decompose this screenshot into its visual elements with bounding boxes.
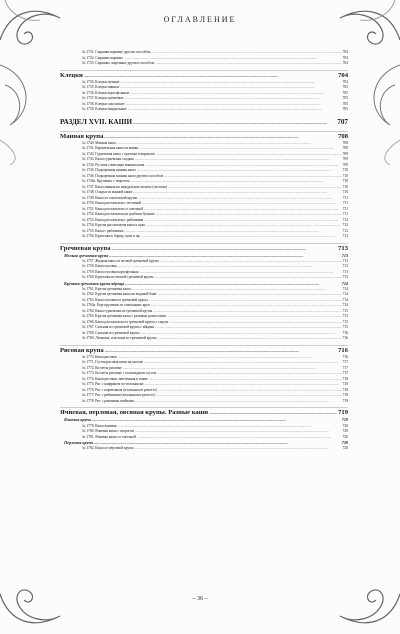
toc-label: № 1778. Рис с раковыми шейками xyxy=(82,398,134,403)
toc-label: № 1732. Сырники вареные xyxy=(82,55,123,60)
dot-leader xyxy=(133,119,336,128)
toc-page-number: 716 xyxy=(342,330,348,335)
toc-label: № 1782. Каша из перловой крупы xyxy=(82,446,134,451)
toc-page-number: 716 xyxy=(338,346,348,354)
toc-label: № 1731. Сырники вареные другим способом xyxy=(82,50,151,54)
toc-page-number: 710 xyxy=(342,173,348,178)
toc-label: № 1734. Клецки мучные xyxy=(82,79,120,84)
page-header-title: ОГЛАВЛЕНИЕ xyxy=(163,15,237,24)
toc-page-number: 712 xyxy=(342,228,348,233)
toc-page-number: 712 xyxy=(342,217,348,222)
toc-label: Ячневая крупа xyxy=(64,417,91,423)
bottom-left-ornament-icon xyxy=(0,574,70,634)
toc-page-number: 715 xyxy=(342,319,348,324)
toc-page-number: 707 xyxy=(337,117,348,126)
dot-leader xyxy=(135,446,342,452)
toc-category-heading[interactable] xyxy=(60,70,348,80)
toc-label: № 1768. Сальник из гречневой крупы xyxy=(82,330,140,335)
toc-label: № 1766. Каша рассыпчатая из гречневой крупы с сыром xyxy=(82,319,168,324)
dot-leader xyxy=(112,245,338,253)
toc-label: № 1767. Сальник из гречневой крупы с яйцами xyxy=(82,325,155,330)
toc-entry[interactable] xyxy=(60,336,348,342)
toc-section-heading[interactable] xyxy=(60,118,348,128)
toc-label: № 1780. Ячневая каша с творогом xyxy=(82,429,134,434)
toc-label: № 1759. Каша пуховая картофельная xyxy=(82,269,139,274)
toc-page-number: 704 xyxy=(342,50,348,54)
toc-page-number: 710 xyxy=(342,168,348,172)
toc-label: Гречневая крупа xyxy=(60,244,111,252)
toc-page-number: 720 xyxy=(341,440,348,446)
toc-page-number: 711 xyxy=(342,195,348,200)
toc-page-number: 709 xyxy=(342,151,348,156)
toc-label: Клецки xyxy=(60,71,83,79)
toc-page-number: 704 xyxy=(338,71,348,79)
toc-entry[interactable] xyxy=(60,446,348,452)
dot-leader xyxy=(155,61,342,67)
toc-page-number: 712 xyxy=(342,223,348,227)
toc-label: Ячневая, перловая, овсяная крупы. Разные каши xyxy=(60,409,209,417)
toc-page-number: 719 xyxy=(342,398,348,403)
toc-page-number: 718 xyxy=(342,382,348,387)
toc-page-number: 717 xyxy=(342,360,348,365)
toc-page-number: 715 xyxy=(342,314,348,319)
toc-page-number: 711 xyxy=(342,212,348,216)
toc-page-number: 704 xyxy=(342,61,348,65)
dot-leader xyxy=(128,107,342,113)
toc-label: № 1738. Клецки саксонские xyxy=(82,101,125,106)
toc-page-number: 709 xyxy=(342,157,348,161)
dot-leader xyxy=(135,399,342,405)
toc-entry[interactable] xyxy=(60,234,348,240)
toc-category-heading[interactable] xyxy=(60,407,348,417)
toc-label: № 1733. Сырники, жаренные другим способом xyxy=(82,61,155,65)
toc-page-number: 720 xyxy=(342,423,348,428)
toc-entry[interactable] xyxy=(60,61,348,67)
toc-label: № 1753. Каша рассыпчатая с рябчиками xyxy=(82,217,144,222)
toc-label: № 1758. Каша пуховая xyxy=(82,264,117,269)
toc-page-number: 715 xyxy=(342,325,348,330)
toc-label: № 1776. Рис с пармезаном (итальянское ризотто) xyxy=(82,387,158,392)
toc-page-number: 716 xyxy=(342,354,348,359)
toc-page-number: 717 xyxy=(342,371,348,376)
toc-label: № 1744. Русская сливочная манная каша xyxy=(82,162,145,167)
dot-leader xyxy=(104,133,337,141)
toc-category-heading[interactable] xyxy=(60,131,348,141)
dot-leader xyxy=(209,409,337,417)
toc-page-number: 718 xyxy=(342,387,348,392)
toc-label: Рисовая крупа xyxy=(60,346,104,354)
toc-label: Мелкая гречневая крупа xyxy=(64,252,109,258)
toc-page-number: 708 xyxy=(342,140,348,145)
toc-page-number: 720 xyxy=(342,429,348,434)
right-side-ornament-icon xyxy=(350,55,400,165)
toc-page-number: 714 xyxy=(342,286,348,291)
toc-label: № 1760. Крупепки из мелкой гречневой крупы xyxy=(82,275,154,280)
toc-page-number: 716 xyxy=(342,336,348,341)
toc-label: № 1750. Каша рассыпчатая с ветчиной xyxy=(82,201,142,205)
toc-page-number: 705 xyxy=(342,85,348,89)
toc-page-number: 714 xyxy=(342,292,348,297)
toc-page-number: 704 xyxy=(342,79,348,84)
toc-label: № 1741. Карамельная каша из манки xyxy=(82,146,139,150)
toc-page-number: 714 xyxy=(342,303,348,308)
toc-label: № 1765. Крутая гречневая каша с разными разностями xyxy=(82,314,166,319)
toc-label: № 1752. Каша рассыпчатая на грибном бульоне xyxy=(82,212,155,216)
toc-label: № 1748. Оладьи из манной каши xyxy=(82,190,133,194)
toc-label: № 1762. Крутая гречневая каша на водяной бане xyxy=(82,292,157,297)
toc-page-number: 718 xyxy=(342,393,348,398)
toc-page-number: 705 xyxy=(342,90,348,95)
page-number: – 36 – xyxy=(192,596,208,602)
toc-label: № 1763. Каша пуховая из гречневой крупы xyxy=(82,297,148,302)
toc-page-number: 720 xyxy=(342,434,348,439)
toc-page-number: 713 xyxy=(341,252,348,258)
dot-leader xyxy=(157,336,341,342)
toc-label: № 1773. Котлеты рисовые с похожадным соусом xyxy=(82,371,157,376)
toc-label: № 1746а. Крупеник с творогом xyxy=(82,179,130,183)
dot-leader xyxy=(141,234,341,240)
toc-label: РАЗДЕЛ XVII. КАШИ xyxy=(60,117,133,126)
toc-page-number: 708 xyxy=(338,132,348,140)
toc-page-number: 705 xyxy=(342,107,348,111)
dot-leader xyxy=(84,72,337,80)
toc-label: Крупная гречневая крупа ядрица xyxy=(64,280,125,286)
toc-label: № 1781. Ячневая каша со сметаной xyxy=(82,434,136,439)
toc-page-number: 715 xyxy=(342,308,348,313)
toc-entry[interactable] xyxy=(60,107,348,113)
toc-category-heading[interactable] xyxy=(60,345,348,355)
toc-label: № 1763а. Еще крупеник из смешанных круп xyxy=(82,303,150,308)
toc-label: № 1746. Подкаренная манная каша другим способом xyxy=(82,173,164,178)
toc-page-number: 710 xyxy=(342,190,348,194)
toc-page-number: 713 xyxy=(338,244,348,252)
toc-page-number: 713 xyxy=(342,264,348,269)
toc-label: № 1735. Клецки манные xyxy=(82,85,120,89)
toc-page-number: 720 xyxy=(342,446,348,451)
toc-page-number: 704 xyxy=(342,55,348,60)
toc-page-number: 714 xyxy=(342,297,348,302)
toc-label: № 1740. Манная каша xyxy=(82,140,116,145)
toc-label: № 1737. Клецки гречневые xyxy=(82,96,124,100)
toc-page-number: 713 xyxy=(342,275,348,280)
toc-page-number: 705 xyxy=(342,101,348,106)
toc-label: № 1771. Густая рисовая каша на молоке xyxy=(82,360,144,365)
toc-label: № 1736. Клецки картофельные xyxy=(82,90,130,95)
toc-page-number: 719 xyxy=(341,417,348,423)
toc-label: № 1777. Рис с рябчиками (итальянское ризотто) xyxy=(82,393,156,398)
toc-label: № 1751. Каша рассыпчатая со сметаной xyxy=(82,206,144,211)
toc-label: № 1739. Клецки миндальные xyxy=(82,107,127,111)
toc-label: № 1757. Жидкая каша из мелкой гречневой крупы xyxy=(82,258,159,263)
toc-entry[interactable] xyxy=(60,399,348,405)
toc-page-number: 705 xyxy=(342,96,348,100)
toc-page-number: 709 xyxy=(342,162,348,167)
toc-label: № 1761. Крутая гречневая каша xyxy=(82,286,131,291)
toc-label: № 1749. Каша из смоленской крупы xyxy=(82,195,138,200)
toc-label: № 1754. Крутая рассыпчатая каша к щам xyxy=(82,223,145,227)
toc-page-number: 711 xyxy=(342,201,348,205)
toc-page-number: 713 xyxy=(342,269,348,274)
bottom-right-ornament-icon xyxy=(330,574,400,634)
toc-page-number: 711 xyxy=(342,206,348,211)
toc-label: № 1769. Лемешка, или каша из гречневой крупы xyxy=(82,336,157,341)
toc-page-number: 712 xyxy=(342,234,348,238)
left-side-ornament-icon xyxy=(0,55,50,165)
toc-label: № 1742. Гурьевская каша с орехами и вареньем xyxy=(82,151,155,156)
toc-label: № 1772. Котлеты рисовые xyxy=(82,365,122,370)
toc-label: № 1770. Каша рисовая xyxy=(82,354,117,359)
toc-label: № 1764. Каша гурьевская из гречневой крупы xyxy=(82,308,153,313)
toc-label: № 1779. Каша ячневая xyxy=(82,423,117,428)
toc-label: № 1747. Каша манная на миндальном молоке (постная) xyxy=(82,184,167,189)
toc-page-number: 710 xyxy=(342,179,348,183)
toc-page-number: 717 xyxy=(342,365,348,370)
toc-label: № 1775. Рис с шафраном по-итальянски xyxy=(82,382,144,387)
toc-label: № 1743. Каша гурьевская сладкая xyxy=(82,157,134,161)
toc-label: № 1756. Крупепки к борщу, щам и пр. xyxy=(82,234,141,238)
toc-page-number: 710 xyxy=(342,184,348,189)
toc-page-number: 718 xyxy=(342,376,348,381)
dot-leader xyxy=(105,347,337,355)
toc-label: № 1745. Подкаренная манная каша xyxy=(82,168,136,172)
toc-label: № 1774. Каша рисовая, запеченная в тыкве xyxy=(82,376,148,381)
toc-label: Манная крупа xyxy=(60,132,104,140)
toc-label: Перловая крупа xyxy=(64,440,93,446)
toc-page-number: 719 xyxy=(338,409,348,417)
toc-page-number: 714 xyxy=(341,280,348,286)
toc-page-number: 708 xyxy=(342,146,348,150)
toc-page-number: 713 xyxy=(342,258,348,263)
table-of-contents xyxy=(60,50,348,452)
toc-category-heading[interactable] xyxy=(60,243,348,253)
toc-label: № 1755. Каша с рябчиками xyxy=(82,228,124,233)
